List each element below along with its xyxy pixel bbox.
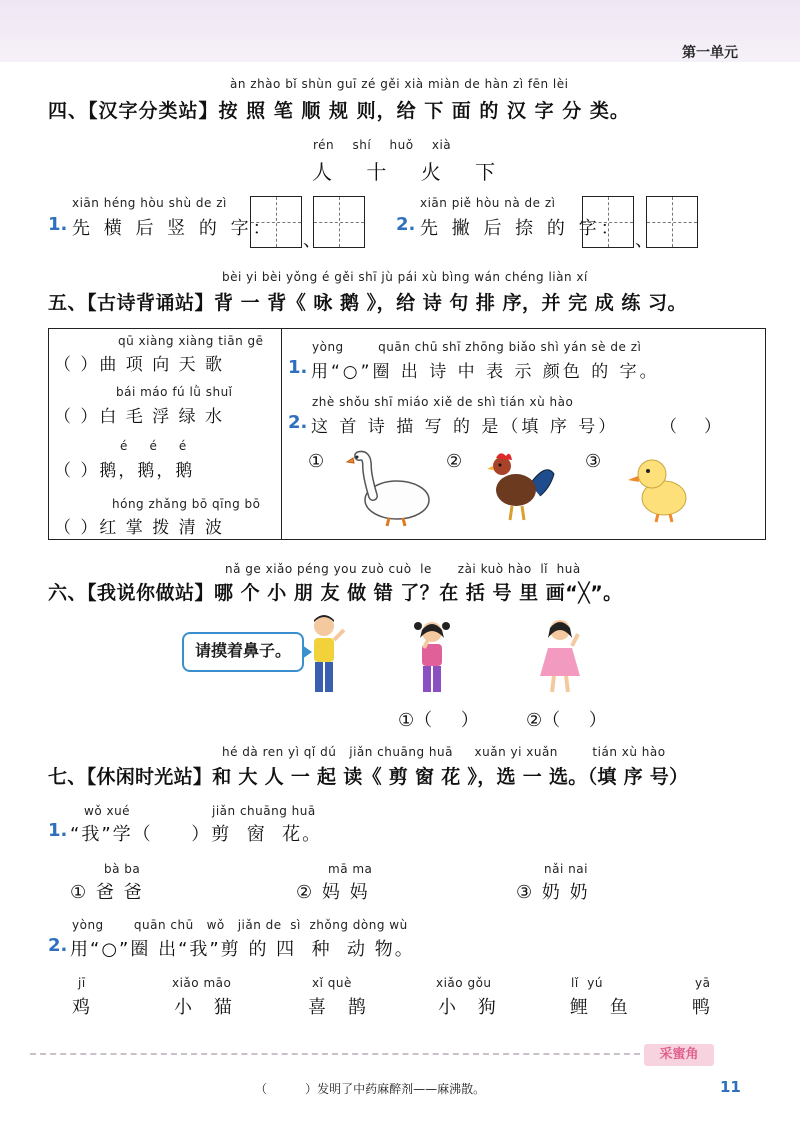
option-pinyin: mā ma bbox=[328, 862, 373, 876]
s4-q1-number: 1. bbox=[48, 214, 68, 235]
option-pinyin: nǎi nai bbox=[544, 862, 588, 876]
animal-pinyin: xiǎo gǒu bbox=[436, 976, 492, 990]
poem-line-pinyin: bái máo fú lǜ shuǐ bbox=[116, 385, 233, 399]
header-band bbox=[0, 0, 800, 62]
animal-word[interactable]: 小 猫 bbox=[174, 997, 240, 1018]
s4-q2-pinyin: xiān piě hòu nà de zì bbox=[420, 196, 556, 210]
s7-q2-number: 2. bbox=[48, 935, 68, 956]
footer-divider bbox=[30, 1053, 640, 1055]
writing-grid-box[interactable] bbox=[313, 196, 365, 248]
animal-word[interactable]: 小 狗 bbox=[438, 997, 504, 1018]
animal-word[interactable]: 鸭 bbox=[692, 997, 718, 1018]
option-text: ① 爸 爸 bbox=[70, 882, 144, 903]
s4-title-pinyin: àn zhào bǐ shùn guī zé gěi xià miàn de hàn zì fēn lèi bbox=[230, 77, 569, 91]
s4-chars-pinyin: rén shí huǒ xià bbox=[313, 138, 452, 152]
girl-touching-nose-illustration bbox=[410, 618, 458, 698]
s4-q1-pinyin: xiān héng hòu shù de zì bbox=[72, 196, 227, 210]
animal-pinyin: jī bbox=[78, 976, 86, 990]
s7-q2-text: 用“○”圈 出“我”剪 的 四 种 动 物。 bbox=[70, 939, 415, 960]
s5-q2-number: 2. bbox=[288, 412, 308, 433]
s7-q1-text[interactable]: “我”学（ ）剪 窗 花。 bbox=[70, 824, 323, 845]
unit-label: 第一单元 bbox=[682, 45, 738, 61]
girl-touching-ear-illustration bbox=[538, 616, 586, 698]
animal-pinyin: yā bbox=[695, 976, 711, 990]
option-pinyin: bà ba bbox=[104, 862, 141, 876]
poem-line[interactable]: （ ）白 毛 浮 绿 水 bbox=[54, 407, 225, 427]
writing-grid-box[interactable] bbox=[250, 196, 302, 248]
option-text: ② 妈 妈 bbox=[296, 882, 370, 903]
s7-q2-pinyin: yòng quān chū wǒ jiǎn de sì zhǒng dòng wù bbox=[72, 918, 408, 932]
option-number: ② bbox=[446, 451, 463, 472]
speech-bubble: 请摸着鼻子。 bbox=[182, 632, 304, 672]
s5-title: 五、【古诗背诵站】背 一 背《 咏 鹅 》，给 诗 句 排 序，并 完 成 练 习。 bbox=[48, 292, 687, 314]
animal-pinyin: lǐ yú bbox=[571, 976, 604, 990]
animal-word[interactable]: 喜 鹊 bbox=[308, 997, 374, 1018]
footer-tag: 采蜜角 bbox=[644, 1044, 714, 1066]
s6-answer-1[interactable]: ①（ ） bbox=[398, 710, 479, 731]
poem-line-pinyin: hóng zhǎng bō qīng bō bbox=[112, 497, 261, 511]
duckling-illustration bbox=[628, 452, 692, 524]
poem-line[interactable]: （ ）鹅，鹅，鹅 bbox=[54, 461, 195, 481]
s4-q2-text: 先 撇 后 捺 的 字： bbox=[420, 218, 623, 239]
poem-line[interactable]: （ ）红 掌 拨 清 波 bbox=[54, 518, 225, 538]
s5-answer-blank[interactable]: （ ） bbox=[660, 417, 722, 437]
page-number: 11 bbox=[720, 1078, 741, 1096]
s5-q1-text: 用“○”圈 出 诗 中 表 示 颜色 的 字。 bbox=[311, 362, 660, 382]
s5-q1-number: 1. bbox=[288, 357, 308, 378]
s6-title-pinyin: nǎ ge xiǎo péng you zuò cuò le zài kuò hào lǐ huà bbox=[225, 562, 581, 576]
animal-word[interactable]: 鲤 鱼 bbox=[570, 997, 636, 1018]
separator-comma: 、 bbox=[635, 230, 653, 251]
goose-illustration bbox=[345, 446, 435, 530]
writing-grid-box[interactable] bbox=[646, 196, 698, 248]
s7-title-pinyin: hé dà ren yì qǐ dú jiǎn chuāng huā xuǎn yi xuǎn tián xù hào bbox=[222, 745, 666, 759]
footer-fact: （ ）发明了中药麻醉剂——麻沸散。 bbox=[255, 1082, 486, 1096]
s7-q1-pinyin-a: wǒ xué bbox=[84, 804, 131, 818]
s7-q1-number: 1. bbox=[48, 820, 68, 841]
writing-grid-box[interactable] bbox=[582, 196, 634, 248]
option-number: ③ bbox=[585, 451, 602, 472]
s4-title: 四、【汉字分类站】按 照 笔 顺 规 则，给 下 面 的 汉 字 分 类。 bbox=[48, 100, 630, 122]
s7-title: 七、【休闲时光站】和 大 人 一 起 读《 剪 窗 花 》，选 一 选。（填 序 号） bbox=[48, 766, 689, 788]
s4-q2-number: 2. bbox=[396, 214, 416, 235]
animal-pinyin: xǐ què bbox=[312, 976, 352, 990]
poem-line-pinyin: qū xiàng xiàng tiān gē bbox=[118, 334, 264, 348]
s6-answer-2[interactable]: ②（ ） bbox=[526, 710, 607, 731]
s6-title: 六、【我说你做站】哪 个 小 朋 友 做 错 了？在 括 号 里 画“╳”。 bbox=[48, 582, 623, 604]
boy-illustration bbox=[300, 612, 350, 702]
option-number: ① bbox=[308, 451, 325, 472]
s5-q2-pinyin: zhè shǒu shī miáo xiě de shì tián xù hào bbox=[312, 395, 574, 409]
rooster-illustration bbox=[484, 444, 556, 524]
option-text: ③ 奶 奶 bbox=[516, 882, 590, 903]
s4-q1-text: 先 横 后 竖 的 字： bbox=[72, 218, 275, 239]
s5-title-pinyin: bèi yi bèi yǒng é gěi shī jù pái xù bìng wán chéng liàn xí bbox=[222, 270, 588, 284]
poem-box-divider bbox=[281, 328, 282, 540]
s5-q1-pinyin: yòng quān chū shī zhōng biǎo shì yán sè de zì bbox=[312, 340, 642, 354]
animal-word[interactable]: 鸡 bbox=[72, 997, 98, 1018]
s7-q1-pinyin-b: jiǎn chuāng huā bbox=[212, 804, 316, 818]
poem-line-pinyin: é é é bbox=[120, 439, 187, 453]
s5-q2-text: 这 首 诗 描 写 的 是（填 序 号） bbox=[311, 417, 619, 437]
s4-chars: 人 十 火 下 bbox=[312, 160, 510, 184]
poem-line[interactable]: （ ）曲 项 向 天 歌 bbox=[54, 355, 225, 375]
animal-pinyin: xiǎo māo bbox=[172, 976, 232, 990]
separator-comma: 、 bbox=[303, 230, 321, 251]
